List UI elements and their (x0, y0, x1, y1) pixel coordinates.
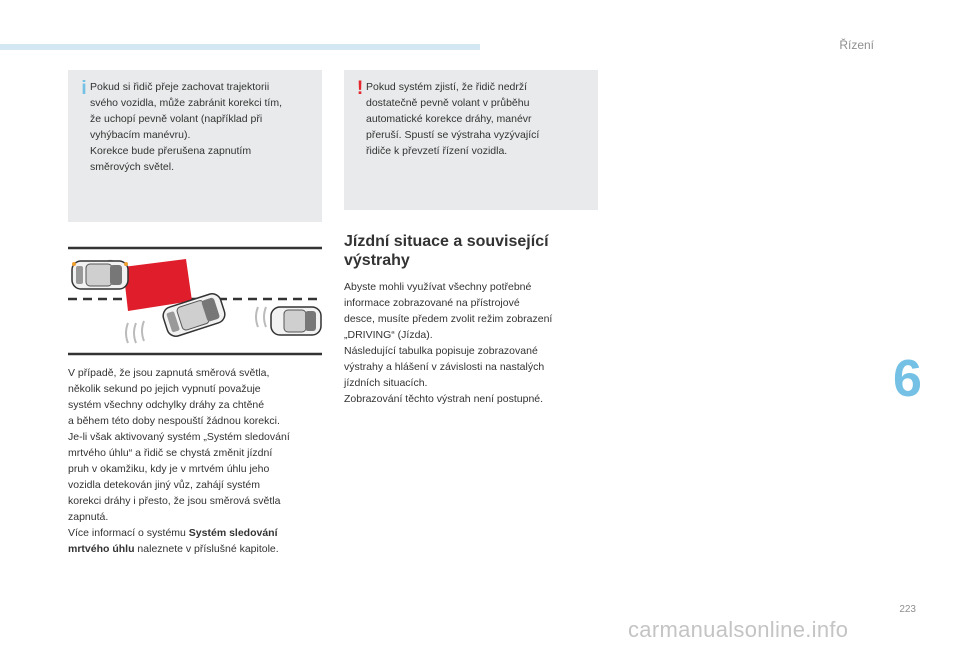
warning-line: řidiče k převzetí řízení vozidla. (366, 145, 508, 157)
info-line: svého vozidla, může zabránit korekci tím, (90, 97, 282, 109)
car-icon (72, 261, 128, 289)
heading-line: výstrahy (344, 252, 410, 269)
reference-text: naleznete v příslušné kapitole. (134, 543, 279, 555)
warning-icon: ! (356, 78, 364, 99)
warning-line: dostatečně pevně volant v průběhu (366, 97, 530, 109)
heading-line: Jízdní situace a související (344, 233, 549, 250)
body-line (68, 541, 326, 557)
body-line: jízdních situacích. (344, 377, 428, 389)
body-line: a během této doby nespouští žádnou korekci. (68, 415, 280, 427)
info-line: vyhýbacím manévru). (90, 129, 191, 141)
info-line: Korekce bude přerušena zapnutím (90, 145, 252, 157)
info-line: že uchopí pevně volant (například při (90, 113, 263, 125)
chapter-number: 6 (893, 350, 922, 408)
body-line: vozidla detekován jiný vůz, zahájí systém (68, 479, 261, 491)
section-title: Řízení (839, 38, 874, 52)
body-line: „DRIVING“ (Jízda). (344, 329, 433, 341)
warning-box-text (366, 79, 592, 159)
motion-lines-icon (256, 307, 266, 327)
body-line: zapnutá. (68, 511, 109, 523)
warning-box (344, 70, 598, 210)
body-line: V případě, že jsou zapnutá směrová světla, (68, 367, 270, 379)
info-box-text (90, 79, 316, 175)
body-line (68, 525, 326, 541)
blind-spot-description (68, 365, 326, 557)
motion-lines-icon (126, 321, 144, 343)
blind-spot-illustration (68, 245, 322, 357)
warning-line: Pokud systém zjistí, že řidič nedrží (366, 81, 528, 93)
reference-text: Více informací o systému (68, 527, 189, 539)
body-line: informace zobrazované na přístrojové (344, 297, 520, 309)
body-line: Abyste mohli využívat všechny potřebné (344, 281, 532, 293)
info-box (68, 70, 322, 222)
body-line: Zobrazování těchto výstrah není postupné. (344, 393, 544, 405)
info-line: Pokud si řidič přeje zachovat trajektorii (90, 81, 270, 93)
warning-line: automatické korekce dráhy, manévr (366, 113, 532, 125)
driving-situations-text (344, 279, 594, 407)
info-icon: i (81, 78, 87, 99)
header-accent-bar (0, 44, 480, 50)
reference-system-name: Systém sledování (188, 527, 278, 539)
car-icon (271, 307, 321, 335)
body-line: mrtvého úhlu“ a řidič se chystá změnit jízdní (68, 447, 273, 459)
info-line: směrových světel. (90, 161, 175, 173)
body-line: systém všechny odchylky dráhy za chtěné (68, 399, 265, 411)
body-line: Je-li však aktivovaný systém „Systém sledování (68, 431, 290, 443)
section-heading (344, 232, 606, 270)
watermark: carmanualsonline.info (628, 617, 849, 642)
body-line: výstrahy a hlášení v závislosti na nastalých (344, 361, 545, 373)
body-line: pruh v okamžiku, kdy je v mrtvém úhlu jeho (68, 463, 270, 475)
body-line: Následující tabulka popisuje zobrazované (344, 345, 538, 357)
body-line: korekci dráhy i přesto, že jsou směrová světla (68, 495, 281, 507)
reference-system-name: mrtvého úhlu (68, 543, 135, 555)
body-line: několik sekund po jejich vypnutí považuje (68, 383, 261, 395)
warning-line: přeruší. Spustí se výstraha vyzývající (366, 129, 540, 141)
page-number: 223 (899, 604, 916, 615)
body-line: desce, musíte předem zvolit režim zobrazení (344, 313, 553, 325)
